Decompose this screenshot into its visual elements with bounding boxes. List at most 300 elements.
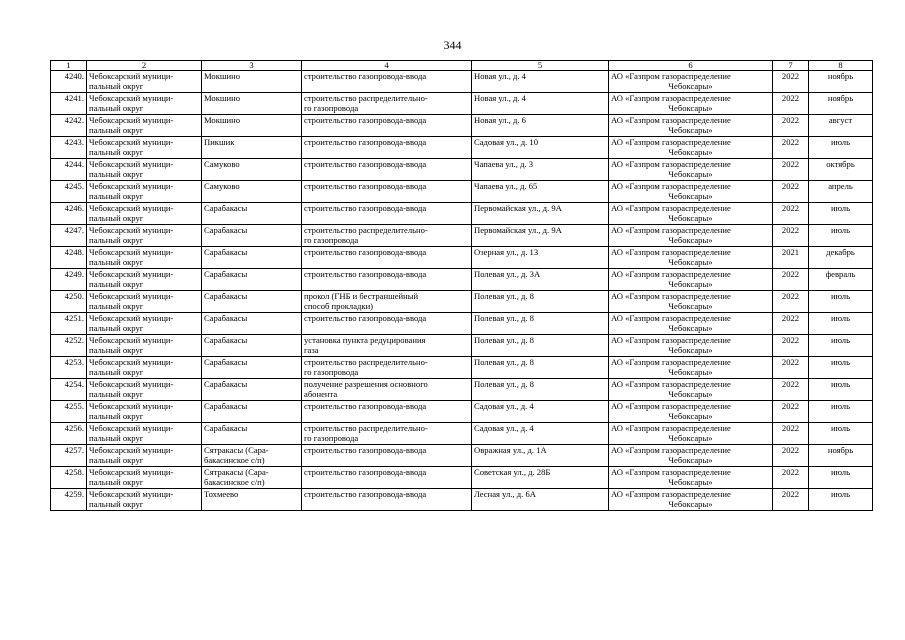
year-cell: 2022 xyxy=(773,291,809,313)
locality-cell xyxy=(202,401,302,423)
work-type-cell xyxy=(302,159,472,181)
organization-cell-line: АО «Газпром газораспределение xyxy=(611,247,731,257)
locality-cell-line: Тохмеево xyxy=(204,489,239,499)
district-cell xyxy=(87,335,202,357)
address-cell: Садовая ул., д. 10 xyxy=(472,137,609,159)
row-number: 4253. xyxy=(51,357,87,379)
locality-cell-line: Сарабакасы xyxy=(204,335,248,345)
locality-cell xyxy=(202,137,302,159)
address-cell: Овражная ул., д. 1А xyxy=(472,445,609,467)
month-cell: июль xyxy=(809,225,873,247)
work-type-cell xyxy=(302,181,472,203)
work-type-cell xyxy=(302,313,472,335)
table-row xyxy=(51,445,873,467)
organization-cell-line: Чебоксары» xyxy=(668,213,713,224)
organization-cell-line: Чебоксары» xyxy=(668,411,713,422)
district-cell xyxy=(87,269,202,291)
district-cell-line: пальный округ xyxy=(89,499,144,510)
district-cell xyxy=(87,203,202,225)
address-cell: Первомайская ул., д. 9А xyxy=(472,225,609,247)
organization-cell xyxy=(609,357,773,379)
organization-cell-line: Чебоксары» xyxy=(668,191,713,202)
year-cell: 2022 xyxy=(773,203,809,225)
work-type-cell xyxy=(302,225,472,247)
district-cell-line: Чебоксарский муници- xyxy=(89,93,174,103)
row-number: 4250. xyxy=(51,291,87,313)
district-cell-line: Чебоксарский муници- xyxy=(89,357,174,367)
organization-cell xyxy=(609,203,773,225)
year-cell: 2022 xyxy=(773,379,809,401)
address-cell: Новая ул., д. 4 xyxy=(472,71,609,93)
organization-cell-line: Чебоксары» xyxy=(668,301,713,312)
address-cell: Новая ул., д. 6 xyxy=(472,115,609,137)
district-cell-line: пальный округ xyxy=(89,301,144,312)
locality-cell xyxy=(202,423,302,445)
organization-cell-line: АО «Газпром газораспределение xyxy=(611,225,731,235)
year-cell: 2022 xyxy=(773,269,809,291)
locality-cell-line: Сарабакасы xyxy=(204,225,248,235)
row-number: 4249. xyxy=(51,269,87,291)
organization-cell-line: АО «Газпром газораспределение xyxy=(611,489,731,499)
table-row xyxy=(51,115,873,137)
organization-cell-line: Чебоксары» xyxy=(668,477,713,488)
locality-cell-line: бакасинское с/п) xyxy=(204,455,265,466)
organization-cell xyxy=(609,137,773,159)
district-cell xyxy=(87,467,202,489)
year-cell: 2022 xyxy=(773,71,809,93)
row-number: 4248. xyxy=(51,247,87,269)
district-cell xyxy=(87,115,202,137)
district-cell-line: пальный округ xyxy=(89,279,144,290)
organization-cell-line: Чебоксары» xyxy=(668,103,713,114)
year-cell: 2022 xyxy=(773,335,809,357)
locality-cell xyxy=(202,313,302,335)
locality-cell-line: Сарабакасы xyxy=(204,203,248,213)
work-type-cell xyxy=(302,115,472,137)
organization-cell-line: АО «Газпром газораспределение xyxy=(611,291,731,301)
column-header: 8 xyxy=(809,61,873,71)
district-cell-line: пальный округ xyxy=(89,411,144,422)
table-row xyxy=(51,203,873,225)
district-cell-line: пальный округ xyxy=(89,147,144,158)
locality-cell xyxy=(202,467,302,489)
month-cell: июль xyxy=(809,203,873,225)
address-cell: Садовая ул., д. 4 xyxy=(472,401,609,423)
district-cell-line: пальный округ xyxy=(89,235,144,246)
row-number: 4259. xyxy=(51,489,87,511)
table-row xyxy=(51,247,873,269)
work-type-cell xyxy=(302,489,472,511)
table-row xyxy=(51,379,873,401)
row-number: 4240. xyxy=(51,71,87,93)
column-header: 3 xyxy=(202,61,302,71)
organization-cell-line: Чебоксары» xyxy=(668,323,713,334)
district-cell-line: Чебоксарский муници- xyxy=(89,137,174,147)
table-row xyxy=(51,225,873,247)
district-cell xyxy=(87,291,202,313)
address-cell: Полевая ул., д. 8 xyxy=(472,335,609,357)
address-cell: Лесная ул., д. 6А xyxy=(472,489,609,511)
year-cell: 2022 xyxy=(773,137,809,159)
district-cell xyxy=(87,489,202,511)
district-cell-line: пальный округ xyxy=(89,81,144,92)
locality-cell xyxy=(202,159,302,181)
table-row xyxy=(51,291,873,313)
organization-cell-line: Чебоксары» xyxy=(668,147,713,158)
organization-cell-line: АО «Газпром газораспределение xyxy=(611,445,731,455)
district-cell-line: пальный округ xyxy=(89,257,144,268)
organization-cell-line: АО «Газпром газораспределение xyxy=(611,203,731,213)
district-cell-line: пальный округ xyxy=(89,345,144,356)
table-row xyxy=(51,137,873,159)
row-number: 4251. xyxy=(51,313,87,335)
address-cell: Садовая ул., д. 4 xyxy=(472,423,609,445)
locality-cell-line: Сятракасы (Сара- xyxy=(204,467,269,477)
organization-cell xyxy=(609,291,773,313)
organization-cell-line: АО «Газпром газораспределение xyxy=(611,93,731,103)
work-type-cell xyxy=(302,291,472,313)
month-cell: июль xyxy=(809,467,873,489)
work-type-cell xyxy=(302,269,472,291)
district-cell-line: Чебоксарский муници- xyxy=(89,489,174,499)
organization-cell-line: Чебоксары» xyxy=(668,499,713,510)
locality-cell-line: Сарабакасы xyxy=(204,423,248,433)
district-cell-line: Чебоксарский муници- xyxy=(89,423,174,433)
locality-cell-line: Сарабакасы xyxy=(204,357,248,367)
locality-cell xyxy=(202,335,302,357)
organization-cell-line: Чебоксары» xyxy=(668,81,713,92)
organization-cell-line: АО «Газпром газораспределение xyxy=(611,137,731,147)
organization-cell xyxy=(609,269,773,291)
district-cell-line: Чебоксарский муници- xyxy=(89,379,174,389)
work-type-cell-line: строительство газопровода-ввода xyxy=(304,203,427,213)
work-type-cell-line: строительство газопровода-ввода xyxy=(304,181,427,191)
organization-cell-line: АО «Газпром газораспределение xyxy=(611,115,731,125)
work-type-cell-line: строительство распределительно- xyxy=(304,357,428,367)
row-number: 4245. xyxy=(51,181,87,203)
district-cell-line: Чебоксарский муници- xyxy=(89,445,174,455)
month-cell: октябрь xyxy=(809,159,873,181)
organization-cell-line: Чебоксары» xyxy=(668,169,713,180)
locality-cell-line: Сарабакасы xyxy=(204,401,248,411)
work-type-cell-line: получение разрешения основного xyxy=(304,379,428,389)
month-cell: июль xyxy=(809,379,873,401)
locality-cell-line: Пикшик xyxy=(204,137,235,147)
address-cell: Советская ул., д. 28Б xyxy=(472,467,609,489)
district-cell xyxy=(87,247,202,269)
month-cell: июль xyxy=(809,335,873,357)
month-cell: июль xyxy=(809,423,873,445)
table-row xyxy=(51,181,873,203)
column-header: 1 xyxy=(51,61,87,71)
locality-cell-line: Сарабакасы xyxy=(204,379,248,389)
table-row xyxy=(51,71,873,93)
year-cell: 2022 xyxy=(773,423,809,445)
table-row xyxy=(51,269,873,291)
locality-cell xyxy=(202,247,302,269)
column-number-row xyxy=(51,61,873,71)
district-cell xyxy=(87,71,202,93)
organization-cell-line: АО «Газпром газораспределение xyxy=(611,379,731,389)
work-type-cell xyxy=(302,247,472,269)
organization-cell-line: АО «Газпром газораспределение xyxy=(611,335,731,345)
column-header: 2 xyxy=(87,61,202,71)
locality-cell xyxy=(202,225,302,247)
locality-cell-line: Мокшино xyxy=(204,115,241,125)
organization-cell xyxy=(609,335,773,357)
month-cell: июль xyxy=(809,313,873,335)
organization-cell xyxy=(609,181,773,203)
organization-cell xyxy=(609,159,773,181)
organization-cell-line: Чебоксары» xyxy=(668,125,713,136)
row-number: 4255. xyxy=(51,401,87,423)
address-cell: Чапаева ул., д. 65 xyxy=(472,181,609,203)
district-cell-line: пальный округ xyxy=(89,213,144,224)
table-row xyxy=(51,335,873,357)
district-cell xyxy=(87,137,202,159)
organization-cell-line: АО «Газпром газораспределение xyxy=(611,269,731,279)
address-cell: Полевая ул., д. 8 xyxy=(472,379,609,401)
organization-cell-line: АО «Газпром газораспределение xyxy=(611,467,731,477)
year-cell: 2021 xyxy=(773,247,809,269)
month-cell: декабрь xyxy=(809,247,873,269)
locality-cell-line: Сятракасы (Сара- xyxy=(204,445,269,455)
organization-cell-line: АО «Газпром газораспределение xyxy=(611,401,731,411)
organization-cell-line: Чебоксары» xyxy=(668,367,713,378)
row-number: 4257. xyxy=(51,445,87,467)
work-type-cell-line: го газопровода xyxy=(304,367,359,378)
row-number: 4254. xyxy=(51,379,87,401)
locality-cell-line: Сарабакасы xyxy=(204,269,248,279)
organization-cell-line: АО «Газпром газораспределение xyxy=(611,423,731,433)
work-type-cell xyxy=(302,467,472,489)
locality-cell xyxy=(202,181,302,203)
address-cell: Чапаева ул., д. 3 xyxy=(472,159,609,181)
work-type-cell-line: прокол (ГНБ и бестраншейный xyxy=(304,291,419,301)
row-number: 4242. xyxy=(51,115,87,137)
year-cell: 2022 xyxy=(773,489,809,511)
organization-cell-line: АО «Газпром газораспределение xyxy=(611,313,731,323)
table-row xyxy=(51,313,873,335)
organization-cell xyxy=(609,445,773,467)
work-type-cell-line: го газопровода xyxy=(304,103,359,114)
organization-cell-line: Чебоксары» xyxy=(668,345,713,356)
year-cell: 2022 xyxy=(773,225,809,247)
month-cell: февраль xyxy=(809,269,873,291)
work-type-cell-line: строительство газопровода-ввода xyxy=(304,401,427,411)
address-cell: Полевая ул., д. 8 xyxy=(472,313,609,335)
district-cell-line: пальный округ xyxy=(89,191,144,202)
row-number: 4243. xyxy=(51,137,87,159)
district-cell-line: пальный округ xyxy=(89,125,144,136)
work-type-cell-line: го газопровода xyxy=(304,235,359,246)
row-number: 4244. xyxy=(51,159,87,181)
year-cell: 2022 xyxy=(773,181,809,203)
district-cell xyxy=(87,159,202,181)
month-cell: ноябрь xyxy=(809,445,873,467)
year-cell: 2022 xyxy=(773,445,809,467)
locality-cell xyxy=(202,379,302,401)
address-cell: Полевая ул., д. 8 xyxy=(472,291,609,313)
organization-cell xyxy=(609,71,773,93)
district-cell-line: Чебоксарский муници- xyxy=(89,181,174,191)
district-cell xyxy=(87,357,202,379)
district-cell-line: пальный округ xyxy=(89,169,144,180)
row-number: 4247. xyxy=(51,225,87,247)
column-header: 7 xyxy=(773,61,809,71)
district-cell-line: пальный округ xyxy=(89,367,144,378)
district-cell-line: Чебоксарский муници- xyxy=(89,225,174,235)
work-type-cell-line: строительство газопровода-ввода xyxy=(304,71,427,81)
work-type-cell xyxy=(302,379,472,401)
month-cell: июль xyxy=(809,291,873,313)
work-type-cell xyxy=(302,445,472,467)
table-row xyxy=(51,423,873,445)
organization-cell-line: Чебоксары» xyxy=(668,235,713,246)
district-cell-line: пальный округ xyxy=(89,477,144,488)
work-type-cell xyxy=(302,401,472,423)
locality-cell xyxy=(202,445,302,467)
work-type-cell-line: строительство распределительно- xyxy=(304,423,428,433)
address-cell: Полевая ул., д. 3А xyxy=(472,269,609,291)
district-cell-line: Чебоксарский муници- xyxy=(89,313,174,323)
organization-cell xyxy=(609,401,773,423)
work-type-cell xyxy=(302,203,472,225)
month-cell: июль xyxy=(809,401,873,423)
locality-cell-line: Сарабакасы xyxy=(204,247,248,257)
district-cell-line: Чебоксарский муници- xyxy=(89,115,174,125)
organization-cell-line: АО «Газпром газораспределение xyxy=(611,159,731,169)
organization-cell-line: Чебоксары» xyxy=(668,279,713,290)
organization-cell-line: Чебоксары» xyxy=(668,433,713,444)
locality-cell-line: Самуково xyxy=(204,181,240,191)
district-cell-line: Чебоксарский муници- xyxy=(89,247,174,257)
year-cell: 2022 xyxy=(773,467,809,489)
month-cell: июль xyxy=(809,137,873,159)
work-type-cell-line: строительство газопровода-ввода xyxy=(304,137,427,147)
district-cell-line: пальный округ xyxy=(89,389,144,400)
address-cell: Полевая ул., д. 8 xyxy=(472,357,609,379)
organization-cell-line: Чебоксары» xyxy=(668,257,713,268)
district-cell-line: Чебоксарский муници- xyxy=(89,159,174,169)
district-cell xyxy=(87,423,202,445)
table-row xyxy=(51,93,873,115)
district-cell-line: Чебоксарский муници- xyxy=(89,335,174,345)
work-type-cell-line: строительство газопровода-ввода xyxy=(304,445,427,455)
address-cell: Озерная ул., д. 13 xyxy=(472,247,609,269)
year-cell: 2022 xyxy=(773,401,809,423)
district-cell xyxy=(87,181,202,203)
organization-cell xyxy=(609,379,773,401)
locality-cell xyxy=(202,115,302,137)
work-type-cell-line: строительство газопровода-ввода xyxy=(304,313,427,323)
year-cell: 2022 xyxy=(773,357,809,379)
year-cell: 2022 xyxy=(773,159,809,181)
table-row xyxy=(51,357,873,379)
work-type-cell-line: строительство газопровода-ввода xyxy=(304,247,427,257)
district-cell xyxy=(87,313,202,335)
work-type-cell-line: строительство распределительно- xyxy=(304,93,428,103)
month-cell: апрель xyxy=(809,181,873,203)
organization-cell xyxy=(609,313,773,335)
work-type-cell-line: абонента xyxy=(304,389,338,400)
month-cell: август xyxy=(809,115,873,137)
work-type-cell xyxy=(302,357,472,379)
organization-cell-line: Чебоксары» xyxy=(668,455,713,466)
organization-cell xyxy=(609,225,773,247)
table-row xyxy=(51,489,873,511)
district-cell-line: Чебоксарский муници- xyxy=(89,71,174,81)
work-type-cell-line: установка пункта редуцирования xyxy=(304,335,426,345)
district-cell-line: Чебоксарский муници- xyxy=(89,291,174,301)
organization-cell xyxy=(609,115,773,137)
district-cell-line: пальный округ xyxy=(89,433,144,444)
month-cell: июль xyxy=(809,357,873,379)
work-type-cell-line: строительство газопровода-ввода xyxy=(304,467,427,477)
locality-cell xyxy=(202,357,302,379)
work-type-cell xyxy=(302,71,472,93)
year-cell: 2022 xyxy=(773,313,809,335)
district-cell xyxy=(87,93,202,115)
organization-cell-line: АО «Газпром газораспределение xyxy=(611,357,731,367)
locality-cell xyxy=(202,71,302,93)
locality-cell xyxy=(202,489,302,511)
address-cell: Первомайская ул., д. 9А xyxy=(472,203,609,225)
address-cell: Новая ул., д. 4 xyxy=(472,93,609,115)
work-type-cell-line: строительство газопровода-ввода xyxy=(304,269,427,279)
row-number: 4258. xyxy=(51,467,87,489)
organization-cell-line: Чебоксары» xyxy=(668,389,713,400)
organization-cell xyxy=(609,423,773,445)
month-cell: ноябрь xyxy=(809,93,873,115)
organization-cell xyxy=(609,93,773,115)
district-cell xyxy=(87,225,202,247)
locality-cell xyxy=(202,269,302,291)
district-cell-line: Чебоксарский муници- xyxy=(89,203,174,213)
district-cell-line: Чебоксарский муници- xyxy=(89,269,174,279)
organization-cell-line: АО «Газпром газораспределение xyxy=(611,71,731,81)
locality-cell-line: Самуково xyxy=(204,159,240,169)
organization-cell xyxy=(609,489,773,511)
work-type-cell-line: го газопровода xyxy=(304,433,359,444)
district-cell xyxy=(87,401,202,423)
district-cell-line: пальный округ xyxy=(89,323,144,334)
locality-cell-line: Сарабакасы xyxy=(204,291,248,301)
data-table xyxy=(50,60,873,511)
column-header: 4 xyxy=(302,61,472,71)
row-number: 4256. xyxy=(51,423,87,445)
locality-cell-line: Мокшино xyxy=(204,71,241,81)
organization-cell xyxy=(609,247,773,269)
district-cell-line: Чебоксарский муници- xyxy=(89,467,174,477)
year-cell: 2022 xyxy=(773,93,809,115)
locality-cell xyxy=(202,291,302,313)
locality-cell xyxy=(202,203,302,225)
work-type-cell-line: строительство газопровода-ввода xyxy=(304,489,427,499)
work-type-cell xyxy=(302,335,472,357)
work-type-cell-line: газа xyxy=(304,345,319,356)
district-cell xyxy=(87,379,202,401)
month-cell: ноябрь xyxy=(809,71,873,93)
district-cell xyxy=(87,445,202,467)
table-row xyxy=(51,467,873,489)
district-cell-line: Чебоксарский муници- xyxy=(89,401,174,411)
work-type-cell-line: строительство газопровода-ввода xyxy=(304,115,427,125)
work-type-cell-line: строительство распределительно- xyxy=(304,225,428,235)
row-number: 4241. xyxy=(51,93,87,115)
row-number: 4252. xyxy=(51,335,87,357)
column-header: 6 xyxy=(609,61,773,71)
